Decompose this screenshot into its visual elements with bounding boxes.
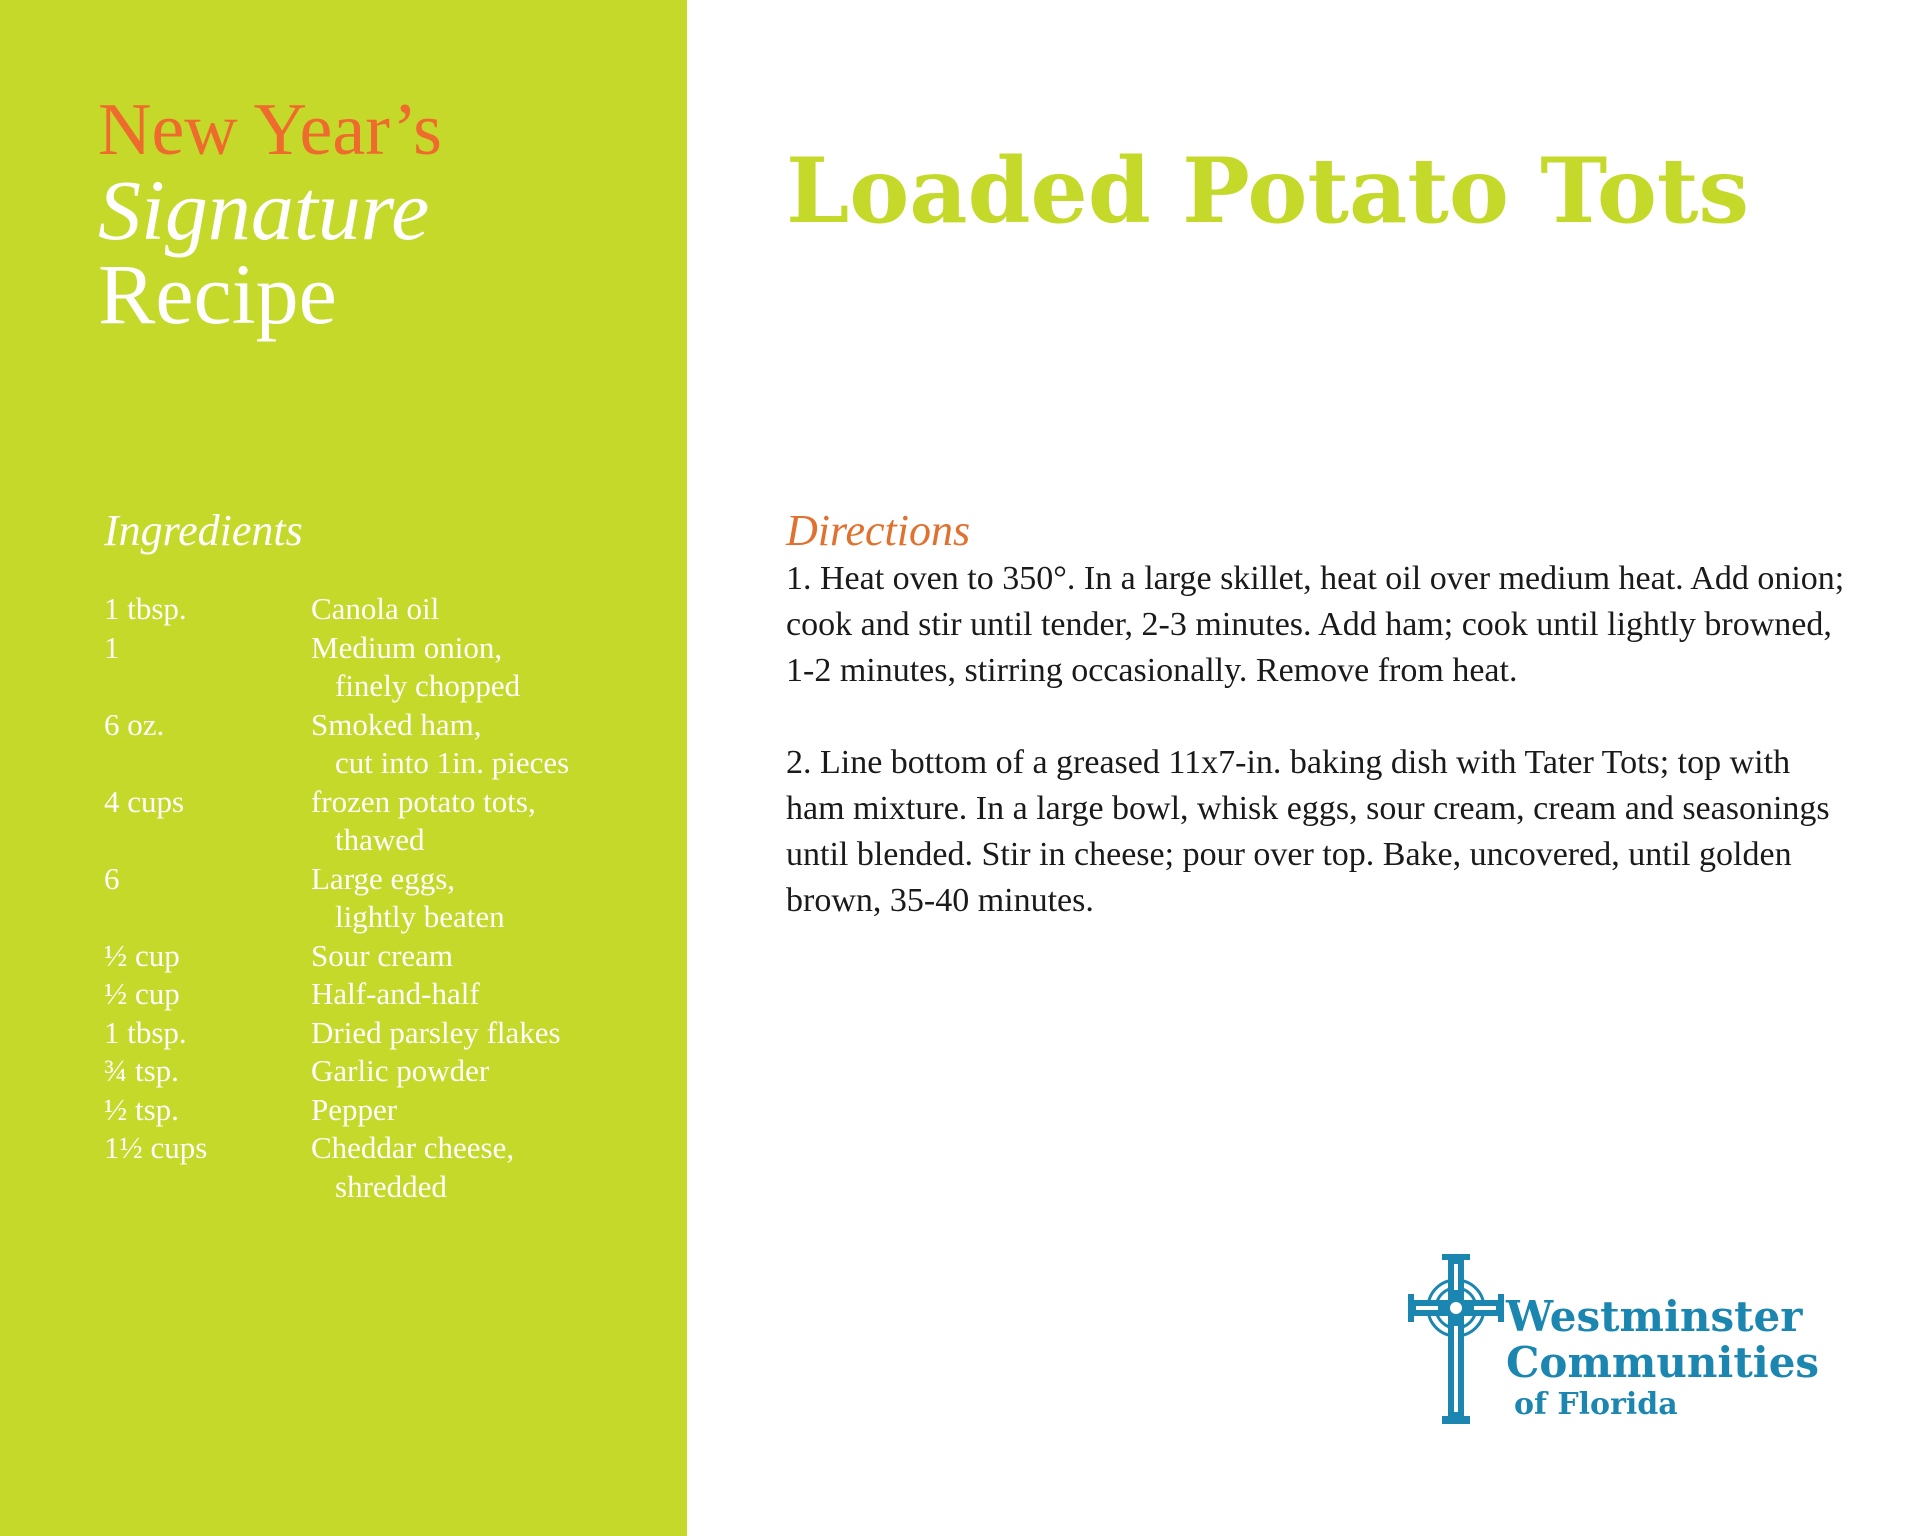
- ingredient-row: [104, 937, 664, 976]
- westminster-logo: [1408, 1254, 1828, 1424]
- ingredient-name: [311, 783, 664, 860]
- ingredient-name-text: Pepper: [311, 1091, 398, 1127]
- ingredient-note: shredded: [335, 1168, 447, 1204]
- ingredient-note: cut into 1in. pieces: [335, 745, 570, 780]
- ingredient-quantity: ½ tsp.: [104, 1091, 179, 1127]
- ingredient-row: [104, 783, 664, 860]
- ingredient-name-text: Garlic powder: [311, 1053, 490, 1088]
- logo-of-florida: of Florida: [1514, 1387, 1678, 1422]
- ingredient-row: [104, 975, 664, 1014]
- ingredient-row: [104, 1014, 664, 1053]
- ingredient-name-text: Medium onion,: [311, 629, 503, 665]
- ingredient-name: [311, 1091, 664, 1130]
- ingredient-name-text: Sour cream: [311, 937, 454, 973]
- ingredient-quantity: 1½ cups: [104, 1130, 208, 1165]
- ingredient-quantity: 6 oz.: [104, 706, 165, 742]
- ingredient-name-text: Dried parsley flakes: [311, 1014, 561, 1050]
- ingredient-row: [104, 1129, 664, 1206]
- ingredient-note: thawed: [335, 822, 425, 857]
- ingredient-name-text: Smoked ham,: [311, 706, 482, 742]
- logo-communities: Communities: [1506, 1338, 1820, 1387]
- ingredient-name: [311, 1052, 664, 1091]
- celtic-cross-icon: [1408, 1254, 1504, 1424]
- ingredient-note: lightly beaten: [335, 899, 505, 934]
- header-new-years: New Year’s: [98, 89, 442, 171]
- header-recipe: Recipe: [98, 246, 337, 342]
- ingredient-quantity: ¾ tsp.: [104, 1053, 179, 1088]
- ingredient-quantity: 1: [104, 629, 120, 665]
- ingredient-name: [311, 860, 664, 937]
- ingredient-row: [104, 706, 664, 783]
- ingredient-row: [104, 1052, 664, 1091]
- ingredient-quantity: 1 tbsp.: [104, 591, 187, 626]
- ingredient-name: [311, 590, 664, 629]
- directions-body: [786, 556, 1856, 970]
- ingredient-note: finely chopped: [335, 668, 521, 703]
- ingredients-panel: [0, 0, 687, 1536]
- ingredients-list: [104, 590, 664, 1206]
- ingredient-quantity: 1 tbsp.: [104, 1014, 187, 1050]
- ingredient-name-text: Canola oil: [311, 591, 440, 626]
- direction-step: 1. Heat oven to 350°. In a large skillet, heat oil over medium heat. Add onion; cook and stir until tender, 2-3 minutes. Add ham; cook until lightly browned, 1-2 minutes, stirring occasionally. Remove from heat.: [786, 560, 1845, 689]
- ingredient-name: [311, 629, 664, 706]
- ingredient-row: [104, 629, 664, 706]
- ingredient-quantity: ½ cup: [104, 976, 180, 1011]
- logo-westminster: Westminster: [1506, 1292, 1803, 1341]
- ingredient-row: [104, 1091, 664, 1130]
- ingredient-name-text: Half-and-half: [311, 976, 480, 1011]
- ingredient-name-text: Large eggs,: [311, 860, 456, 896]
- recipe-title: Loaded Potato Tots: [786, 138, 1750, 244]
- ingredient-quantity: ½ cup: [104, 937, 180, 973]
- ingredients-heading: Ingredients: [104, 506, 303, 555]
- ingredient-name-text: frozen potato tots,: [311, 783, 536, 819]
- ingredient-row: [104, 590, 664, 629]
- signature-header: [98, 89, 442, 342]
- ingredient-name: [311, 975, 664, 1014]
- header-signature: Signature: [98, 162, 430, 258]
- logo-text: [1506, 1294, 1819, 1424]
- ingredient-row: [104, 860, 664, 937]
- ingredient-name: [311, 937, 664, 976]
- directions-heading: Directions: [786, 506, 971, 555]
- ingredient-quantity: 6: [104, 860, 120, 896]
- ingredient-name: [311, 706, 664, 783]
- direction-step: 2. Line bottom of a greased 11x7-in. baking dish with Tater Tots; top with ham mixture. In a large bowl, whisk eggs, sour cream, cream and seasonings until blended. Stir in cheese; pour over top. Bake, uncovered, until golden brown, 35-40 minutes.: [786, 744, 1830, 919]
- ingredient-name: [311, 1129, 664, 1206]
- ingredient-name-text: Cheddar cheese,: [311, 1130, 515, 1165]
- ingredient-quantity: 4 cups: [104, 783, 185, 819]
- ingredient-name: [311, 1014, 664, 1053]
